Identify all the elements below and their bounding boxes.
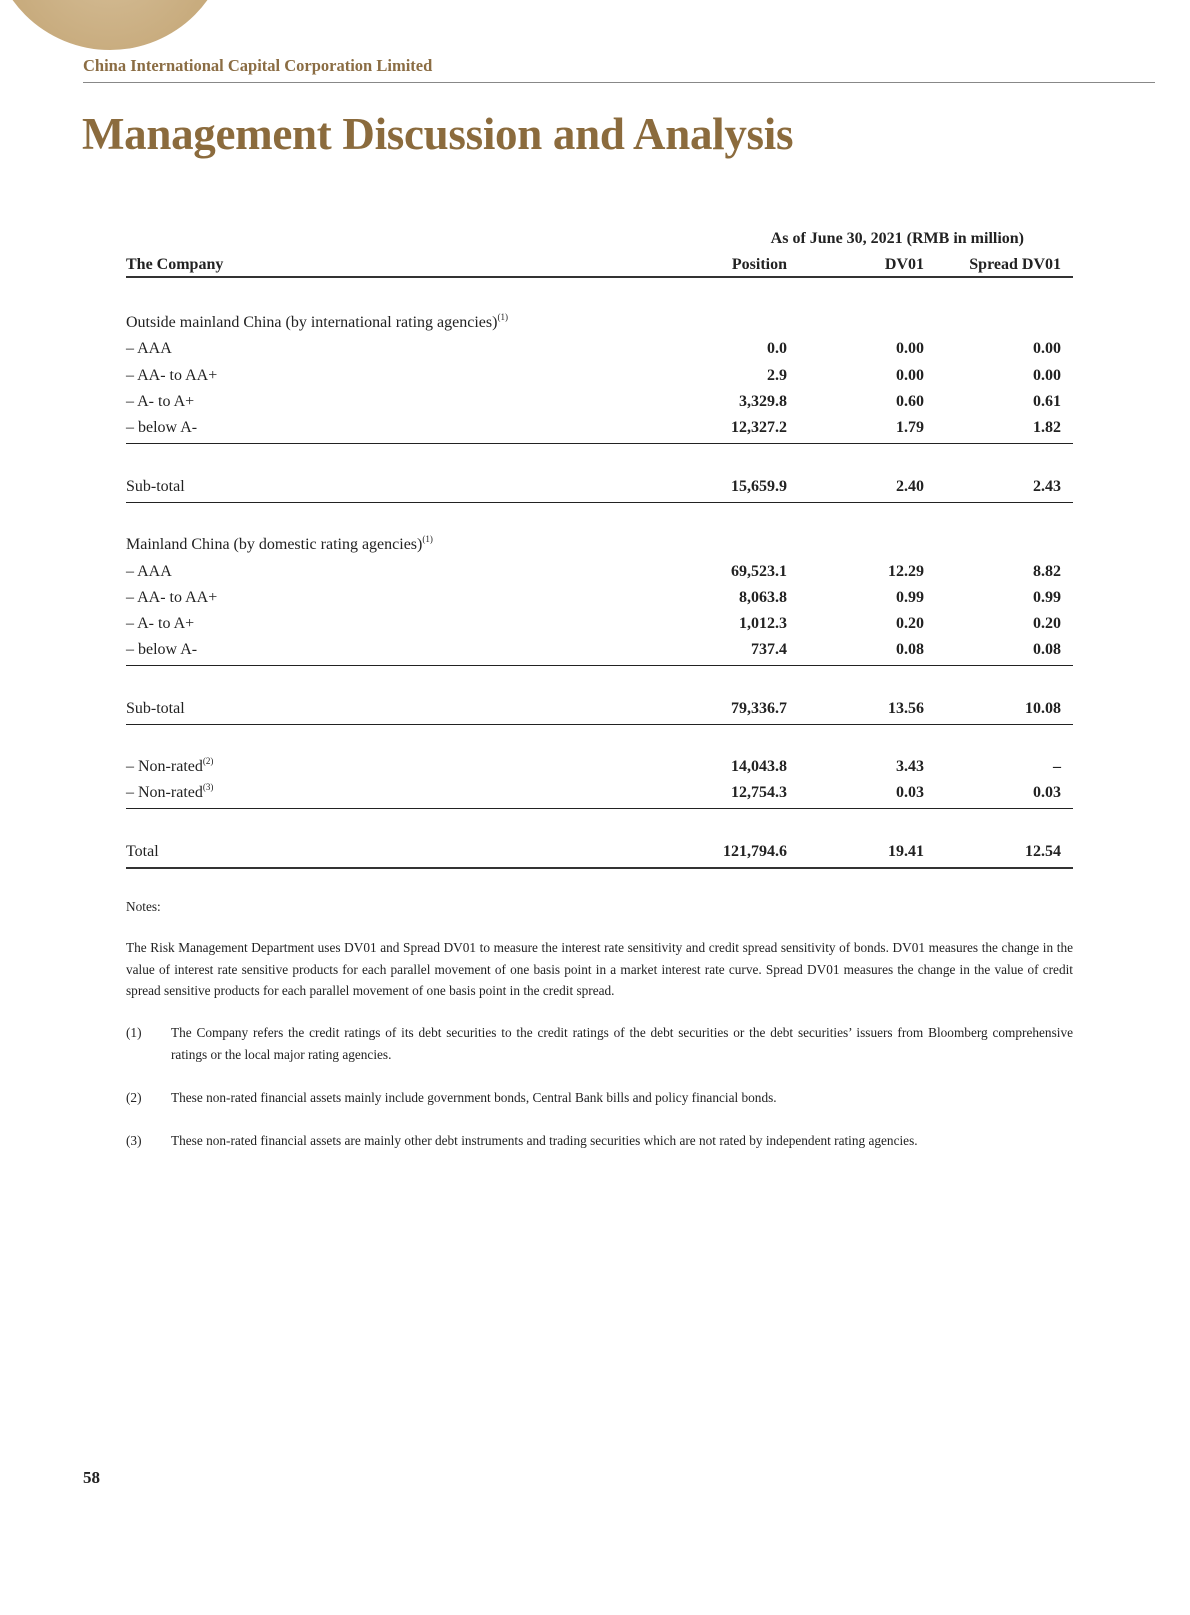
cell-spread-dv01: 0.99 [1033, 589, 1061, 606]
cell-dv01: 0.00 [896, 367, 924, 384]
notes-heading: Notes: [126, 899, 161, 914]
decorative-disc [0, 0, 230, 50]
row-label-text: Sub-total [126, 700, 185, 717]
cell-spread-dv01: 0.20 [1033, 615, 1061, 632]
footnote-ref: (2) [202, 756, 214, 766]
cell-spread-dv01: 0.00 [1033, 340, 1061, 357]
cell-position: 737.4 [751, 641, 787, 658]
footnote-number: (1) [126, 1025, 142, 1040]
table-row [126, 696, 1073, 722]
row-label-text: – Non-rated [126, 784, 203, 801]
row-label-text: – AAA [126, 563, 172, 580]
row-label [126, 310, 508, 336]
row-divider [126, 502, 1073, 503]
footnote-ref: (1) [422, 534, 433, 544]
cell-spread-dv01: 8.82 [1033, 563, 1061, 580]
row-label [126, 336, 172, 362]
table-row [126, 780, 1073, 806]
footnote-text: The Company refers the credit ratings of its debt securities to the credit ratings of the debt securities or the debt securities’ issuers from Bloomberg comprehensive ratings or the local major rating agencies. [171, 1025, 1073, 1062]
row-label-text: Mainland China (by domestic rating agencies) [126, 536, 423, 553]
row-label-text: Sub-total [126, 478, 185, 495]
row-label [126, 474, 185, 500]
row-divider [126, 867, 1073, 869]
row-label [126, 389, 194, 415]
section-row [126, 532, 1073, 558]
table-row [126, 336, 1073, 362]
cell-dv01: 0.20 [896, 615, 924, 632]
cell-dv01: 0.60 [896, 393, 924, 410]
cell-dv01: 2.40 [896, 478, 924, 495]
cell-position: 14,043.8 [731, 758, 787, 775]
row-label [126, 754, 213, 780]
cell-position: 121,794.6 [723, 843, 787, 860]
period-header-row [126, 226, 1073, 252]
column-header-dv01: DV01 [884, 256, 924, 273]
row-label-text: – below A- [126, 419, 198, 436]
cell-spread-dv01: 0.03 [1033, 784, 1061, 801]
cell-dv01: 1.79 [896, 419, 924, 436]
table-row [126, 585, 1073, 611]
table-row [126, 637, 1073, 663]
table-row [126, 559, 1073, 585]
cell-position: 12,754.3 [731, 784, 787, 801]
row-divider [126, 808, 1073, 809]
cell-position: 3,329.8 [739, 393, 787, 410]
table-row [126, 415, 1073, 441]
company-name: China International Capital Corporation Limited [83, 56, 433, 75]
cell-position: 1,012.3 [739, 615, 787, 632]
row-label-text: – AAA [126, 340, 172, 357]
row-label [126, 637, 197, 663]
cell-spread-dv01: – [1053, 758, 1061, 775]
footnote-text: These non-rated financial assets are mainly other debt instruments and trading securities which are not rated by independent rating agencies. [171, 1133, 918, 1148]
header-rule [83, 82, 1155, 83]
row-label [126, 415, 197, 441]
cell-position: 15,659.9 [731, 478, 787, 495]
cell-position: 79,336.7 [731, 700, 787, 717]
row-label [126, 532, 433, 558]
footnote-ref: (3) [202, 782, 214, 792]
table-row [126, 474, 1073, 500]
footnote-number: (3) [126, 1133, 142, 1148]
row-label [126, 839, 159, 865]
footnote-ref: (1) [497, 312, 508, 322]
row-label-text: – A- to A+ [126, 615, 195, 632]
notes-paragraph: The Risk Management Department uses DV01 and Spread DV01 to measure the interest rate sensitivity and credit spread sensitivity of bonds. DV01 measures the change in the value of interest rate sensitive products for each parallel movement of one basis point in a market interest rate curve. Spread DV01 measures the change in the value of credit spread sensitive products for each parallel movement of one basis point in the credit spread. [126, 940, 1073, 998]
column-header-position: Position [731, 256, 787, 273]
row-label-text: – AA- to AA+ [126, 589, 218, 606]
cell-spread-dv01: 10.08 [1025, 700, 1061, 717]
cell-dv01: 0.08 [896, 641, 924, 658]
cell-position: 2.9 [767, 367, 787, 384]
row-divider [126, 443, 1073, 444]
page-title: Management Discussion and Analysis [82, 109, 794, 159]
cell-spread-dv01: 0.00 [1033, 367, 1061, 384]
row-label-text: Outside mainland China (by international rating agencies) [126, 314, 498, 331]
row-label-text: – AA- to AA+ [126, 367, 218, 384]
cell-dv01: 0.99 [896, 589, 924, 606]
cell-position: 12,327.2 [731, 419, 787, 436]
footnote-text: These non-rated financial assets mainly include government bonds, Central Bank bills and policy financial bonds. [171, 1090, 777, 1105]
footnote-number: (2) [126, 1090, 142, 1105]
period-header: As of June 30, 2021 (RMB in million) [770, 230, 1024, 247]
table-row [126, 389, 1073, 415]
row-divider [126, 665, 1073, 666]
cell-dv01: 0.00 [896, 340, 924, 357]
row-label [126, 585, 217, 611]
cell-dv01: 19.41 [888, 843, 924, 860]
column-header-row [126, 252, 1073, 278]
cell-dv01: 13.56 [888, 700, 924, 717]
cell-position: 69,523.1 [731, 563, 787, 580]
cell-spread-dv01: 0.08 [1033, 641, 1061, 658]
table-row [126, 611, 1073, 637]
row-label [126, 780, 213, 806]
row-label-text: Total [126, 843, 159, 860]
row-label-text: – A- to A+ [126, 393, 195, 410]
row-divider [126, 724, 1073, 725]
row-label [126, 611, 194, 637]
column-header-company: The Company [126, 256, 224, 273]
table-row [126, 839, 1073, 865]
table-row [126, 363, 1073, 389]
cell-spread-dv01: 2.43 [1033, 478, 1061, 495]
section-row [126, 310, 1073, 336]
cell-dv01: 0.03 [896, 784, 924, 801]
header-underline [126, 276, 1073, 278]
row-label [126, 363, 217, 389]
row-label [126, 696, 185, 722]
cell-dv01: 3.43 [896, 758, 924, 775]
row-label [126, 559, 172, 585]
cell-spread-dv01: 1.82 [1033, 419, 1061, 436]
cell-spread-dv01: 12.54 [1025, 843, 1061, 860]
row-label-text: – Non-rated [126, 758, 203, 775]
cell-dv01: 12.29 [888, 563, 924, 580]
cell-position: 8,063.8 [739, 589, 787, 606]
cell-spread-dv01: 0.61 [1033, 393, 1061, 410]
column-header-spread-dv01: Spread DV01 [969, 256, 1061, 273]
table-row [126, 754, 1073, 780]
page-number: 58 [83, 1468, 100, 1487]
cell-position: 0.0 [767, 340, 787, 357]
row-label-text: – below A- [126, 641, 198, 658]
